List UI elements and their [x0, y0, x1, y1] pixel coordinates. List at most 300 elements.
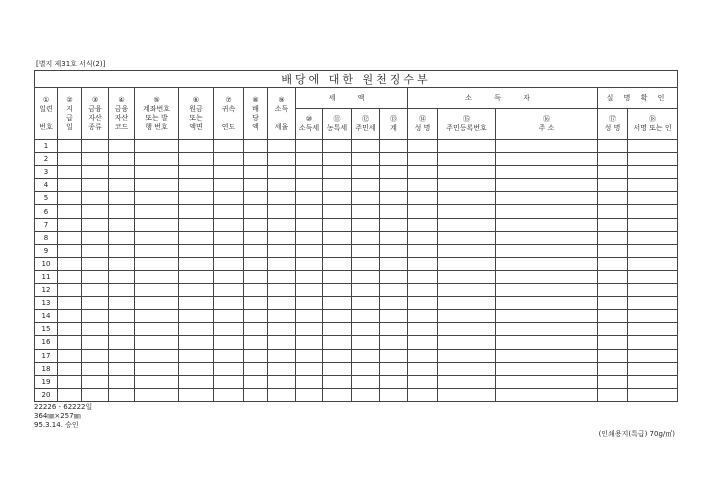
- entry-cell[interactable]: [598, 284, 628, 297]
- entry-cell[interactable]: [438, 140, 496, 153]
- entry-cell[interactable]: [244, 218, 268, 231]
- entry-cell[interactable]: [380, 349, 408, 362]
- entry-cell[interactable]: [109, 362, 135, 375]
- entry-cell[interactable]: [496, 310, 598, 323]
- entry-cell[interactable]: [598, 257, 628, 270]
- entry-cell[interactable]: [296, 349, 323, 362]
- entry-cell[interactable]: [598, 310, 628, 323]
- entry-cell[interactable]: [496, 297, 598, 310]
- entry-cell[interactable]: [109, 140, 135, 153]
- entry-cell[interactable]: [82, 257, 109, 270]
- entry-cell[interactable]: [352, 140, 380, 153]
- entry-cell[interactable]: [82, 362, 109, 375]
- entry-cell[interactable]: [135, 270, 179, 283]
- entry-cell[interactable]: [438, 166, 496, 179]
- entry-cell[interactable]: [323, 323, 352, 336]
- entry-cell[interactable]: [244, 205, 268, 218]
- entry-cell[interactable]: [598, 375, 628, 388]
- entry-cell[interactable]: [352, 310, 380, 323]
- entry-cell[interactable]: [179, 375, 214, 388]
- entry-cell[interactable]: [598, 388, 628, 401]
- entry-cell[interactable]: [214, 362, 244, 375]
- entry-cell[interactable]: [179, 218, 214, 231]
- entry-cell[interactable]: [135, 375, 179, 388]
- entry-cell[interactable]: [438, 336, 496, 349]
- entry-cell[interactable]: [82, 179, 109, 192]
- entry-cell[interactable]: [135, 310, 179, 323]
- entry-cell[interactable]: [628, 284, 678, 297]
- entry-cell[interactable]: [82, 192, 109, 205]
- entry-cell[interactable]: [380, 310, 408, 323]
- entry-cell[interactable]: [323, 205, 352, 218]
- entry-cell[interactable]: [380, 179, 408, 192]
- entry-cell[interactable]: [438, 179, 496, 192]
- entry-cell[interactable]: [58, 297, 82, 310]
- entry-cell[interactable]: [179, 270, 214, 283]
- entry-cell[interactable]: [380, 297, 408, 310]
- entry-cell[interactable]: [214, 270, 244, 283]
- entry-cell[interactable]: [214, 231, 244, 244]
- entry-cell[interactable]: [109, 375, 135, 388]
- entry-cell[interactable]: [179, 244, 214, 257]
- entry-cell[interactable]: [244, 140, 268, 153]
- entry-cell[interactable]: [179, 179, 214, 192]
- entry-cell[interactable]: [352, 192, 380, 205]
- entry-cell[interactable]: [438, 218, 496, 231]
- entry-cell[interactable]: [323, 166, 352, 179]
- entry-cell[interactable]: [244, 270, 268, 283]
- entry-cell[interactable]: [82, 310, 109, 323]
- entry-cell[interactable]: [628, 179, 678, 192]
- entry-cell[interactable]: [628, 140, 678, 153]
- entry-cell[interactable]: [628, 310, 678, 323]
- entry-cell[interactable]: [214, 388, 244, 401]
- entry-cell[interactable]: [628, 153, 678, 166]
- entry-cell[interactable]: [438, 388, 496, 401]
- entry-cell[interactable]: [244, 153, 268, 166]
- entry-cell[interactable]: [58, 192, 82, 205]
- entry-cell[interactable]: [296, 310, 323, 323]
- entry-cell[interactable]: [438, 205, 496, 218]
- entry-cell[interactable]: [323, 284, 352, 297]
- entry-cell[interactable]: [296, 244, 323, 257]
- entry-cell[interactable]: [58, 310, 82, 323]
- entry-cell[interactable]: [268, 362, 296, 375]
- entry-cell[interactable]: [323, 362, 352, 375]
- entry-cell[interactable]: [628, 375, 678, 388]
- entry-cell[interactable]: [82, 336, 109, 349]
- entry-cell[interactable]: [214, 297, 244, 310]
- entry-cell[interactable]: [408, 231, 438, 244]
- entry-cell[interactable]: [179, 153, 214, 166]
- entry-cell[interactable]: [598, 140, 628, 153]
- entry-cell[interactable]: [268, 310, 296, 323]
- entry-cell[interactable]: [268, 140, 296, 153]
- entry-cell[interactable]: [323, 140, 352, 153]
- entry-cell[interactable]: [296, 153, 323, 166]
- entry-cell[interactable]: [109, 284, 135, 297]
- entry-cell[interactable]: [135, 231, 179, 244]
- entry-cell[interactable]: [109, 349, 135, 362]
- entry-cell[interactable]: [214, 336, 244, 349]
- entry-cell[interactable]: [296, 218, 323, 231]
- entry-cell[interactable]: [58, 140, 82, 153]
- entry-cell[interactable]: [268, 218, 296, 231]
- entry-cell[interactable]: [109, 153, 135, 166]
- entry-cell[interactable]: [244, 362, 268, 375]
- entry-cell[interactable]: [244, 179, 268, 192]
- entry-cell[interactable]: [58, 388, 82, 401]
- entry-cell[interactable]: [179, 231, 214, 244]
- entry-cell[interactable]: [179, 349, 214, 362]
- entry-cell[interactable]: [628, 270, 678, 283]
- entry-cell[interactable]: [496, 153, 598, 166]
- entry-cell[interactable]: [438, 153, 496, 166]
- entry-cell[interactable]: [380, 270, 408, 283]
- entry-cell[interactable]: [244, 244, 268, 257]
- entry-cell[interactable]: [296, 166, 323, 179]
- entry-cell[interactable]: [58, 179, 82, 192]
- entry-cell[interactable]: [214, 205, 244, 218]
- entry-cell[interactable]: [380, 166, 408, 179]
- entry-cell[interactable]: [58, 362, 82, 375]
- entry-cell[interactable]: [268, 179, 296, 192]
- entry-cell[interactable]: [323, 179, 352, 192]
- entry-cell[interactable]: [352, 323, 380, 336]
- entry-cell[interactable]: [244, 388, 268, 401]
- entry-cell[interactable]: [496, 323, 598, 336]
- entry-cell[interactable]: [268, 388, 296, 401]
- entry-cell[interactable]: [408, 323, 438, 336]
- entry-cell[interactable]: [352, 179, 380, 192]
- entry-cell[interactable]: [408, 362, 438, 375]
- entry-cell[interactable]: [408, 205, 438, 218]
- entry-cell[interactable]: [214, 323, 244, 336]
- entry-cell[interactable]: [598, 166, 628, 179]
- entry-cell[interactable]: [214, 179, 244, 192]
- entry-cell[interactable]: [58, 231, 82, 244]
- entry-cell[interactable]: [82, 166, 109, 179]
- entry-cell[interactable]: [496, 336, 598, 349]
- entry-cell[interactable]: [244, 231, 268, 244]
- entry-cell[interactable]: [135, 166, 179, 179]
- entry-cell[interactable]: [408, 297, 438, 310]
- entry-cell[interactable]: [380, 140, 408, 153]
- entry-cell[interactable]: [109, 179, 135, 192]
- entry-cell[interactable]: [598, 270, 628, 283]
- entry-cell[interactable]: [109, 166, 135, 179]
- entry-cell[interactable]: [296, 257, 323, 270]
- entry-cell[interactable]: [214, 166, 244, 179]
- entry-cell[interactable]: [268, 284, 296, 297]
- entry-cell[interactable]: [268, 375, 296, 388]
- entry-cell[interactable]: [323, 336, 352, 349]
- entry-cell[interactable]: [58, 218, 82, 231]
- entry-cell[interactable]: [268, 192, 296, 205]
- entry-cell[interactable]: [323, 257, 352, 270]
- entry-cell[interactable]: [496, 166, 598, 179]
- entry-cell[interactable]: [82, 205, 109, 218]
- entry-cell[interactable]: [380, 192, 408, 205]
- entry-cell[interactable]: [380, 375, 408, 388]
- entry-cell[interactable]: [598, 349, 628, 362]
- entry-cell[interactable]: [82, 244, 109, 257]
- entry-cell[interactable]: [82, 284, 109, 297]
- entry-cell[interactable]: [352, 336, 380, 349]
- entry-cell[interactable]: [268, 270, 296, 283]
- entry-cell[interactable]: [135, 179, 179, 192]
- entry-cell[interactable]: [323, 192, 352, 205]
- entry-cell[interactable]: [135, 153, 179, 166]
- entry-cell[interactable]: [598, 192, 628, 205]
- entry-cell[interactable]: [58, 257, 82, 270]
- entry-cell[interactable]: [323, 244, 352, 257]
- entry-cell[interactable]: [438, 310, 496, 323]
- entry-cell[interactable]: [179, 362, 214, 375]
- entry-cell[interactable]: [323, 218, 352, 231]
- entry-cell[interactable]: [598, 231, 628, 244]
- entry-cell[interactable]: [408, 192, 438, 205]
- entry-cell[interactable]: [380, 153, 408, 166]
- entry-cell[interactable]: [135, 323, 179, 336]
- entry-cell[interactable]: [438, 297, 496, 310]
- entry-cell[interactable]: [496, 257, 598, 270]
- entry-cell[interactable]: [135, 284, 179, 297]
- entry-cell[interactable]: [109, 297, 135, 310]
- entry-cell[interactable]: [244, 310, 268, 323]
- entry-cell[interactable]: [268, 323, 296, 336]
- entry-cell[interactable]: [598, 297, 628, 310]
- entry-cell[interactable]: [352, 153, 380, 166]
- entry-cell[interactable]: [438, 270, 496, 283]
- entry-cell[interactable]: [323, 388, 352, 401]
- entry-cell[interactable]: [214, 284, 244, 297]
- entry-cell[interactable]: [628, 218, 678, 231]
- entry-cell[interactable]: [82, 297, 109, 310]
- entry-cell[interactable]: [408, 284, 438, 297]
- entry-cell[interactable]: [109, 388, 135, 401]
- entry-cell[interactable]: [598, 336, 628, 349]
- entry-cell[interactable]: [135, 362, 179, 375]
- entry-cell[interactable]: [628, 362, 678, 375]
- entry-cell[interactable]: [58, 284, 82, 297]
- entry-cell[interactable]: [82, 231, 109, 244]
- entry-cell[interactable]: [352, 244, 380, 257]
- entry-cell[interactable]: [408, 336, 438, 349]
- entry-cell[interactable]: [323, 297, 352, 310]
- entry-cell[interactable]: [598, 205, 628, 218]
- entry-cell[interactable]: [628, 231, 678, 244]
- entry-cell[interactable]: [380, 362, 408, 375]
- entry-cell[interactable]: [408, 388, 438, 401]
- entry-cell[interactable]: [179, 284, 214, 297]
- entry-cell[interactable]: [244, 336, 268, 349]
- entry-cell[interactable]: [628, 166, 678, 179]
- entry-cell[interactable]: [244, 323, 268, 336]
- entry-cell[interactable]: [296, 270, 323, 283]
- entry-cell[interactable]: [496, 270, 598, 283]
- entry-cell[interactable]: [598, 323, 628, 336]
- entry-cell[interactable]: [58, 270, 82, 283]
- entry-cell[interactable]: [268, 257, 296, 270]
- entry-cell[interactable]: [380, 336, 408, 349]
- entry-cell[interactable]: [296, 192, 323, 205]
- entry-cell[interactable]: [268, 205, 296, 218]
- entry-cell[interactable]: [438, 323, 496, 336]
- entry-cell[interactable]: [352, 388, 380, 401]
- entry-cell[interactable]: [296, 323, 323, 336]
- entry-cell[interactable]: [408, 140, 438, 153]
- entry-cell[interactable]: [352, 270, 380, 283]
- entry-cell[interactable]: [352, 166, 380, 179]
- entry-cell[interactable]: [628, 349, 678, 362]
- entry-cell[interactable]: [438, 284, 496, 297]
- entry-cell[interactable]: [214, 218, 244, 231]
- entry-cell[interactable]: [135, 297, 179, 310]
- entry-cell[interactable]: [628, 192, 678, 205]
- entry-cell[interactable]: [598, 362, 628, 375]
- entry-cell[interactable]: [352, 231, 380, 244]
- entry-cell[interactable]: [408, 244, 438, 257]
- entry-cell[interactable]: [82, 270, 109, 283]
- entry-cell[interactable]: [352, 218, 380, 231]
- entry-cell[interactable]: [214, 349, 244, 362]
- entry-cell[interactable]: [323, 270, 352, 283]
- entry-cell[interactable]: [628, 205, 678, 218]
- entry-cell[interactable]: [109, 231, 135, 244]
- entry-cell[interactable]: [58, 244, 82, 257]
- entry-cell[interactable]: [296, 336, 323, 349]
- entry-cell[interactable]: [380, 218, 408, 231]
- entry-cell[interactable]: [179, 323, 214, 336]
- entry-cell[interactable]: [352, 297, 380, 310]
- entry-cell[interactable]: [352, 375, 380, 388]
- entry-cell[interactable]: [82, 388, 109, 401]
- entry-cell[interactable]: [408, 310, 438, 323]
- entry-cell[interactable]: [628, 388, 678, 401]
- entry-cell[interactable]: [438, 192, 496, 205]
- entry-cell[interactable]: [214, 192, 244, 205]
- entry-cell[interactable]: [296, 297, 323, 310]
- entry-cell[interactable]: [408, 153, 438, 166]
- entry-cell[interactable]: [628, 336, 678, 349]
- entry-cell[interactable]: [296, 284, 323, 297]
- entry-cell[interactable]: [380, 257, 408, 270]
- entry-cell[interactable]: [135, 257, 179, 270]
- entry-cell[interactable]: [598, 244, 628, 257]
- entry-cell[interactable]: [82, 153, 109, 166]
- entry-cell[interactable]: [296, 231, 323, 244]
- entry-cell[interactable]: [496, 388, 598, 401]
- entry-cell[interactable]: [244, 297, 268, 310]
- entry-cell[interactable]: [179, 140, 214, 153]
- entry-cell[interactable]: [58, 349, 82, 362]
- entry-cell[interactable]: [244, 375, 268, 388]
- entry-cell[interactable]: [135, 218, 179, 231]
- entry-cell[interactable]: [244, 349, 268, 362]
- entry-cell[interactable]: [135, 349, 179, 362]
- entry-cell[interactable]: [408, 349, 438, 362]
- entry-cell[interactable]: [496, 375, 598, 388]
- entry-cell[interactable]: [58, 153, 82, 166]
- entry-cell[interactable]: [135, 388, 179, 401]
- entry-cell[interactable]: [628, 323, 678, 336]
- entry-cell[interactable]: [408, 257, 438, 270]
- entry-cell[interactable]: [109, 336, 135, 349]
- entry-cell[interactable]: [496, 205, 598, 218]
- entry-cell[interactable]: [214, 375, 244, 388]
- entry-cell[interactable]: [244, 284, 268, 297]
- entry-cell[interactable]: [135, 205, 179, 218]
- entry-cell[interactable]: [268, 297, 296, 310]
- entry-cell[interactable]: [109, 310, 135, 323]
- entry-cell[interactable]: [352, 349, 380, 362]
- entry-cell[interactable]: [352, 257, 380, 270]
- entry-cell[interactable]: [323, 231, 352, 244]
- entry-cell[interactable]: [296, 362, 323, 375]
- entry-cell[interactable]: [496, 284, 598, 297]
- entry-cell[interactable]: [179, 336, 214, 349]
- entry-cell[interactable]: [109, 205, 135, 218]
- entry-cell[interactable]: [82, 323, 109, 336]
- entry-cell[interactable]: [296, 179, 323, 192]
- entry-cell[interactable]: [408, 375, 438, 388]
- entry-cell[interactable]: [268, 231, 296, 244]
- entry-cell[interactable]: [296, 205, 323, 218]
- entry-cell[interactable]: [408, 218, 438, 231]
- entry-cell[interactable]: [58, 166, 82, 179]
- entry-cell[interactable]: [380, 231, 408, 244]
- entry-cell[interactable]: [380, 388, 408, 401]
- entry-cell[interactable]: [496, 349, 598, 362]
- entry-cell[interactable]: [58, 323, 82, 336]
- entry-cell[interactable]: [109, 323, 135, 336]
- entry-cell[interactable]: [296, 140, 323, 153]
- entry-cell[interactable]: [598, 153, 628, 166]
- entry-cell[interactable]: [109, 192, 135, 205]
- entry-cell[interactable]: [135, 336, 179, 349]
- entry-cell[interactable]: [628, 244, 678, 257]
- entry-cell[interactable]: [438, 375, 496, 388]
- entry-cell[interactable]: [268, 349, 296, 362]
- entry-cell[interactable]: [628, 297, 678, 310]
- entry-cell[interactable]: [179, 310, 214, 323]
- entry-cell[interactable]: [179, 205, 214, 218]
- entry-cell[interactable]: [109, 270, 135, 283]
- entry-cell[interactable]: [496, 179, 598, 192]
- entry-cell[interactable]: [268, 244, 296, 257]
- entry-cell[interactable]: [408, 179, 438, 192]
- entry-cell[interactable]: [380, 244, 408, 257]
- entry-cell[interactable]: [135, 192, 179, 205]
- entry-cell[interactable]: [352, 205, 380, 218]
- entry-cell[interactable]: [82, 218, 109, 231]
- entry-cell[interactable]: [179, 257, 214, 270]
- entry-cell[interactable]: [179, 388, 214, 401]
- entry-cell[interactable]: [179, 192, 214, 205]
- entry-cell[interactable]: [598, 179, 628, 192]
- entry-cell[interactable]: [244, 257, 268, 270]
- entry-cell[interactable]: [268, 336, 296, 349]
- entry-cell[interactable]: [135, 140, 179, 153]
- entry-cell[interactable]: [323, 153, 352, 166]
- entry-cell[interactable]: [179, 297, 214, 310]
- entry-cell[interactable]: [438, 349, 496, 362]
- entry-cell[interactable]: [58, 205, 82, 218]
- entry-cell[interactable]: [214, 244, 244, 257]
- entry-cell[interactable]: [380, 284, 408, 297]
- entry-cell[interactable]: [296, 388, 323, 401]
